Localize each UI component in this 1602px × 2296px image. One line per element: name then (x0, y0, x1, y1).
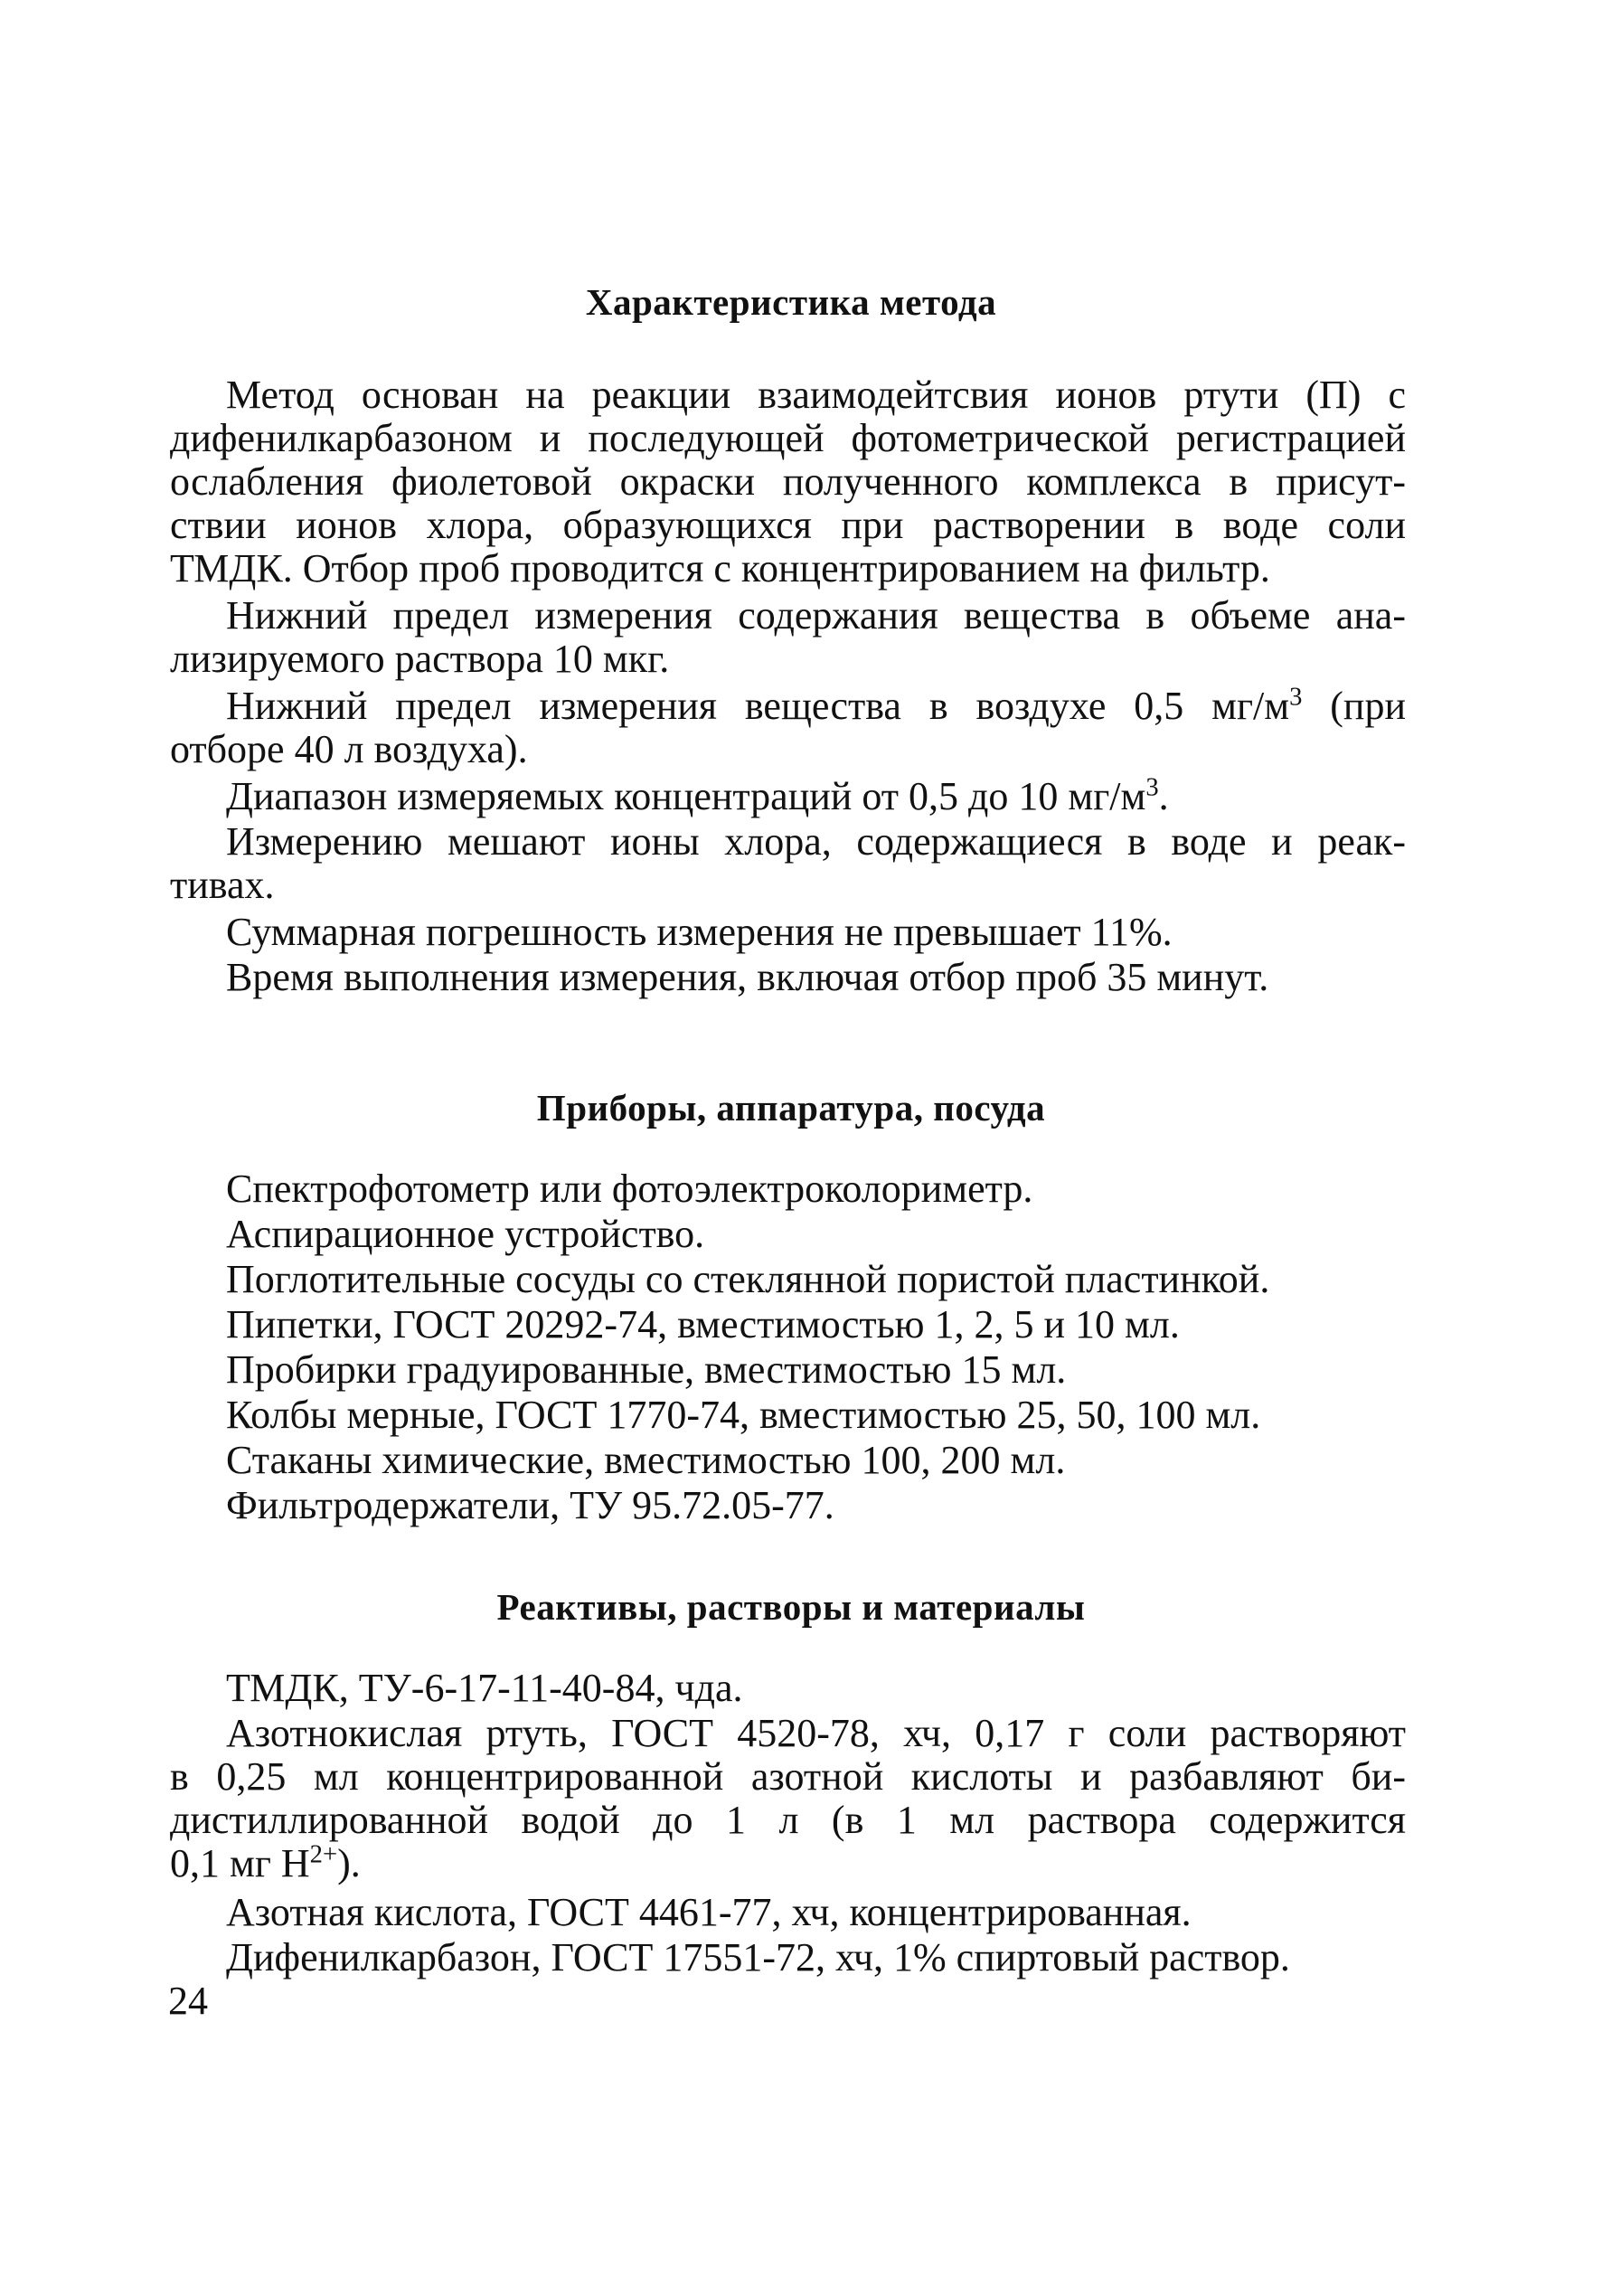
paragraph-line: тивах. (170, 863, 275, 907)
reagent-item: Азотная кислота, ГОСТ 4461-77, хч, концентрированная. (226, 1890, 1192, 1934)
equipment-item: Аспирационное устройство. (226, 1212, 705, 1256)
paragraph-line: Суммарная погрешность измерения не превышает 11%. (226, 910, 1173, 954)
superscript: 3 (1145, 773, 1159, 802)
section-heading-reagents: Реактивы, растворы и материалы (496, 1586, 1086, 1628)
reagent-item: Дифенилкарбазон, ГОСТ 17551-72, хч, 1% спиртовый раствор. (226, 1935, 1290, 1979)
detection-limit-text-end: (при (1302, 684, 1406, 728)
equipment-item: Стаканы химические, вместимостью 100, 200 мл. (226, 1438, 1066, 1482)
reagent-item: ТМДК, ТУ-6-17-11-40-84, чда. (226, 1666, 743, 1710)
paragraph-line: дистиллированной водой до 1 л (в 1 мл раствора содержится (170, 1798, 1406, 1842)
equipment-item: Фильтродержатели, ТУ 95.72.05-77. (226, 1483, 834, 1527)
range-text-end: . (1158, 774, 1169, 818)
paragraph-line: ослабления фиолетовой окраски полученного комплекса в присут- (170, 459, 1406, 504)
mercury-concentration-line (170, 1841, 361, 1886)
equipment-item: Пипетки, ГОСТ 20292-74, вместимостью 1, 2, 5 и 10 мл. (226, 1302, 1180, 1346)
paragraph-line: отборе 40 л воздуха). (170, 727, 528, 771)
paragraph-line: ствии ионов хлора, образующихся при растворении в воде соли (170, 503, 1406, 547)
equipment-item: Колбы мерные, ГОСТ 1770-74, вместимостью 25, 50, 100 мл. (226, 1393, 1261, 1437)
range-text: Диапазон измеряемых концентраций от 0,5 до 10 мг/м (226, 774, 1146, 818)
equipment-item: Спектрофотометр или фотоэлектроколориметр. (226, 1167, 1033, 1211)
superscript: 2+ (309, 1840, 338, 1869)
paragraph-line: ТМДК. Отбор проб проводится с концентрированием на фильтр. (170, 546, 1270, 591)
measurement-range-line (226, 774, 1169, 819)
section-heading-method: Характеристика метода (585, 281, 997, 323)
equipment-item: Пробирки градуированные, вместимостью 15 мл. (226, 1347, 1067, 1392)
paragraph-line: Азотнокислая ртуть, ГОСТ 4520-78, хч, 0,17 г соли растворяют (226, 1711, 1406, 1755)
paragraph-line: Нижний предел измерения содержания вещества в объеме ана- (226, 593, 1406, 638)
paragraph-line: дифенилкарбазоном и последующей фотометрической регистрацией (170, 416, 1406, 460)
paragraph-line: Время выполнения измерения, включая отбор проб 35 минут. (226, 955, 1269, 999)
paragraph-line: Метод основан на реакции взаимодейтсвия ионов ртути (П) с (226, 373, 1406, 417)
page-number: 24 (168, 1979, 208, 2023)
mercury-text-end: ). (337, 1841, 361, 1885)
paragraph-line: в 0,25 мл концентрированной азотной кислоты и разбавляют би- (170, 1754, 1406, 1799)
paragraph-line: лизируемого раствора 10 мкг. (170, 637, 670, 681)
equipment-item: Поглотительные сосуды со стеклянной пористой пластинкой. (226, 1257, 1270, 1301)
detection-limit-text: Нижний предел измерения вещества в воздухе 0,5 мг/м (226, 684, 1290, 728)
detection-limit-line (226, 684, 1406, 729)
mercury-text: 0,1 мг H (170, 1841, 310, 1885)
superscript: 3 (1289, 683, 1303, 712)
paragraph-line: Измерению мешают ионы хлора, содержащиеся в воде и реак- (226, 819, 1406, 864)
section-heading-equipment: Приборы, аппаратура, посуда (536, 1087, 1046, 1129)
